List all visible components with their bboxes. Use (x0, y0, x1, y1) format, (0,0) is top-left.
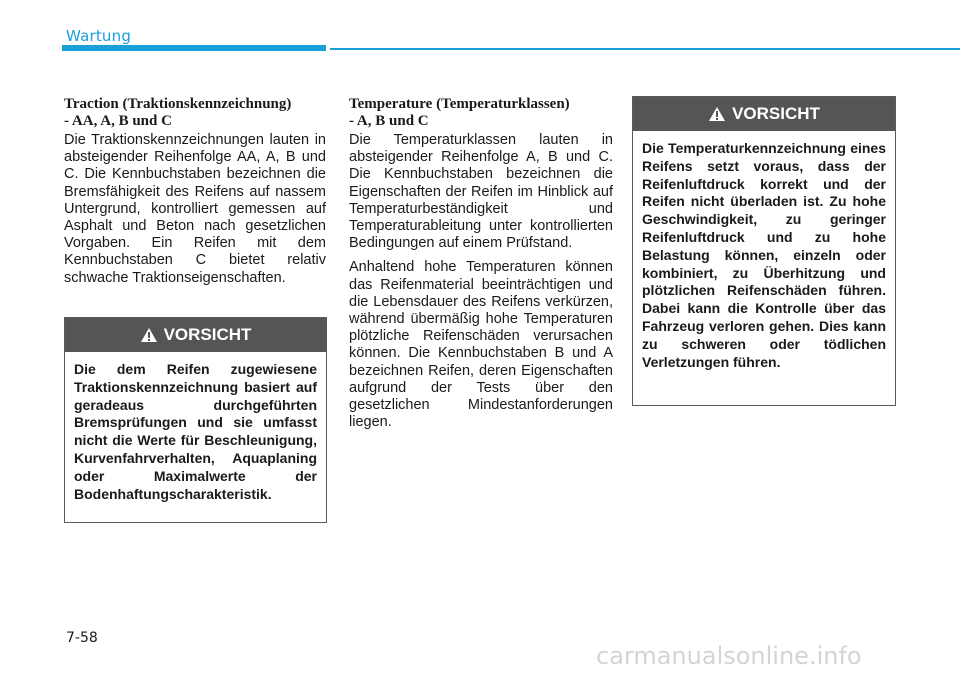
temperature-paragraph-1: Die Temperaturklassen lauten in absteigender Reihenfolge A, B und C. Die Kennbuchstaben bezeichnen die Eigenschaften der Reifen im Hinblick auf Temperaturbeständigkeit und Temperaturableitung unter kontrollierten Bedingungen auf einem Prüfstand. (349, 132, 613, 252)
caution-header (633, 97, 895, 131)
warning-triangle-icon (140, 327, 158, 343)
caution-box-temperature (632, 96, 896, 406)
temperature-heading (349, 96, 613, 130)
traction-paragraph: Die Traktionskennzeichnungen lauten in absteigender Reihenfolge AA, A, B und C. Die Kennbuchstaben bezeichnen die Bremsfähigkeit des Reifens auf nassem Untergrund, kontrolliert gemessen auf Asphalt und Beton nach gesetzlichen Vorgaben. Ein Reifen mit dem Kennbuchstaben C bietet relativ schwache Traktionseigenschaften. (64, 132, 326, 286)
header-bar-accent (62, 45, 326, 51)
traction-heading-line2: - AA, A, B und C (64, 113, 172, 129)
traction-heading-line1: Traction (Traktionskennzeichnung) (64, 96, 292, 112)
left-column (64, 96, 326, 294)
caution-text: Die dem Reifen zugewiesene Traktionskennzeichnung basiert auf geradeaus durchgeführten Bremsprüfungen und sie umfasst nicht die Werte für Beschleunigung, Kurvenfahrverhalten, Aquaplaning oder Maximalwerte der Bodenhaftungscharakteristik. (74, 361, 317, 502)
caution-box-traction (64, 317, 327, 523)
temperature-paragraph-2: Anhaltend hohe Temperaturen können das Reifenmaterial beeinträchtigen und die Lebensdauer des Reifens verkürzen, während übermäßig hohe Temperaturen plötzliche Reifenschäden verursachen können. Die Kennbuchstaben B und A bezeichnen Reifen, deren Eigenschaften aufgrund der Tests über den gesetzlichen Mindestanforderungen liegen. (349, 259, 613, 431)
temperature-heading-line2: - A, B und C (349, 113, 429, 129)
section-title: Wartung (66, 27, 132, 45)
warning-triangle-icon (708, 106, 726, 122)
page-number: 7-58 (66, 630, 98, 646)
header-rule (330, 48, 960, 50)
temperature-heading-line1: Temperature (Temperaturklassen) (349, 96, 570, 112)
caution-label: VORSICHT (732, 104, 820, 123)
caution-header (65, 318, 326, 352)
traction-heading (64, 96, 326, 130)
middle-column (349, 96, 613, 438)
watermark: carmanualsonline.info (596, 642, 862, 670)
caution-label: VORSICHT (163, 325, 252, 344)
caution-text: Die Temperaturkennzeichnung eines Reifens setzt voraus, dass der Reifenluftdruck korrekt und der Reifen nicht überladen ist. Zu hohe Geschwindigkeit, zu geringer Reifenluftdruck und zu hohe Belastung können, einzeln oder kombiniert, zu Überhitzung und plötzlichen Reifenschäden führen. Dabei kann die Kontrolle über das Fahrzeug verloren gehen. Dies kann zu schweren oder tödlichen Verletzungen führen. (642, 140, 886, 370)
